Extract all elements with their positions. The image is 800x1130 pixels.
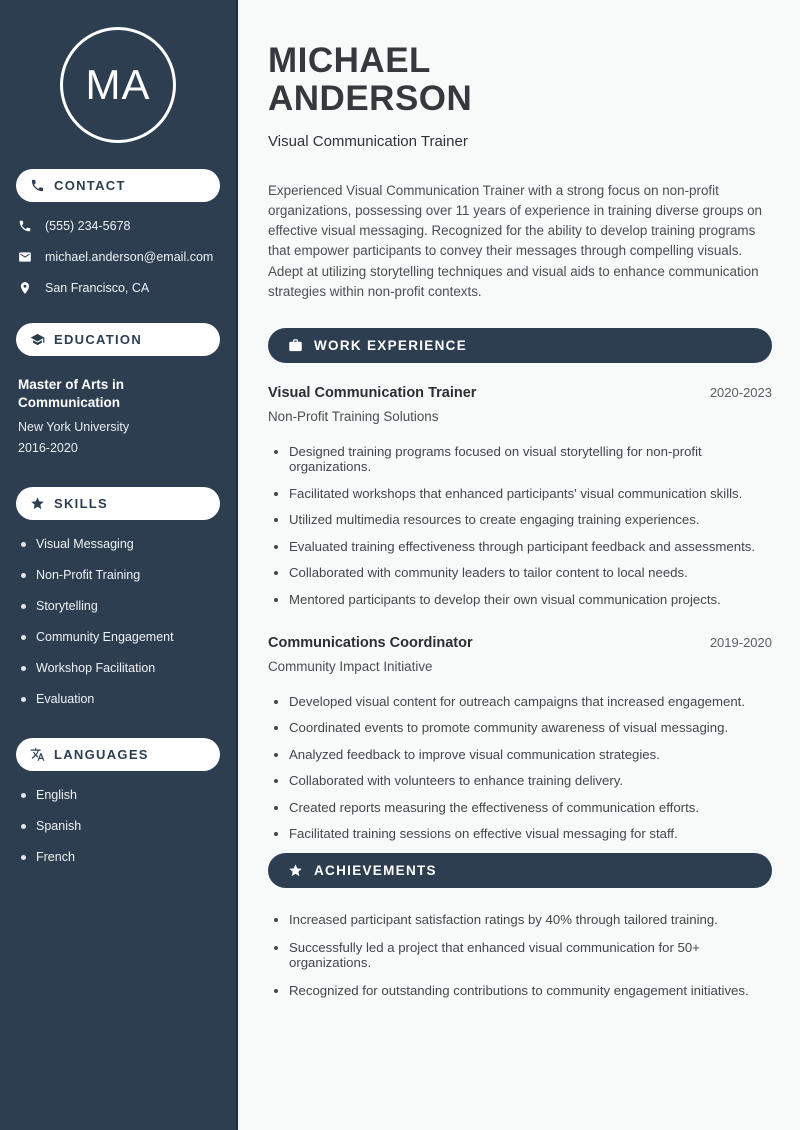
job-title: Communications Coordinator: [268, 634, 473, 651]
job-bullet-list: [268, 444, 772, 607]
job-bullet: • Facilitated training sessions on effective visual messaging for staff.: [289, 826, 772, 841]
contact-item-phone: [18, 219, 222, 233]
achievement-bullet: • Increased participant satisfaction ratings by 40% through tailored training.: [289, 912, 772, 927]
language-item: French: [20, 850, 222, 864]
job-bullet: • Created reports measuring the effectiveness of communication efforts.: [289, 800, 772, 815]
main-content: [238, 0, 800, 1130]
languages-section-header: [16, 738, 220, 771]
skill-item: Community Engagement: [20, 630, 222, 644]
job-bullet: • Coordinated events to promote community awareness of visual messaging.: [289, 720, 772, 735]
contact-list: [0, 219, 236, 295]
job-dates: 2020-2023: [709, 385, 772, 400]
location-text: San Francisco, CA: [45, 281, 150, 295]
profile-summary: Experienced Visual Communication Trainer with a strong focus on non-profit organizations, possessing over 11 years of experience in training diverse groups on effective visual messaging. Recognized for the ability to develop training programs that empower participants to convey their messages through compelling visuals. Adept at utilizing storytelling techniques and visual aids to enhance communication strategies within non-profit contexts.: [268, 182, 763, 299]
language-item: English: [20, 788, 222, 802]
job-company: Non-Profit Training Solutions: [268, 409, 439, 424]
language-item: Spanish: [20, 819, 222, 833]
education-entry: [0, 376, 236, 455]
job-header: [268, 635, 772, 651]
job-bullet: • Analyzed feedback to improve visual communication strategies.: [289, 747, 772, 762]
education-section-title: EDUCATION: [54, 332, 143, 347]
candidate-first-name: MICHAEL: [268, 41, 431, 80]
skills-section-title: SKILLS: [54, 496, 109, 512]
education-school: New York University: [18, 420, 130, 435]
work-experience-title: WORK EXPERIENCE: [314, 338, 468, 353]
avatar-initials: MA: [85, 61, 151, 108]
job-bullet: • Developed visual content for outreach campaigns that increased engagement.: [289, 694, 772, 709]
skills-list: [0, 537, 236, 706]
translate-icon: [30, 747, 45, 762]
candidate-name: [268, 42, 772, 118]
graduation-cap-icon: [30, 332, 45, 347]
contact-item-location: [18, 281, 222, 295]
briefcase-icon: [288, 338, 303, 353]
work-experience-section-header: [268, 328, 772, 363]
languages-section-title: LANGUAGES: [54, 747, 149, 763]
job-bullet: • Evaluated training effectiveness through participant feedback and assessments.: [289, 539, 772, 554]
contact-section-title: CONTACT: [54, 178, 126, 193]
sidebar: [0, 0, 238, 1130]
candidate-last-name: ANDERSON: [268, 78, 473, 118]
phone-icon: [18, 219, 32, 233]
skill-item: Non-Profit Training: [20, 568, 222, 582]
contact-section-header: [16, 169, 220, 202]
job-company: Community Impact Initiative: [268, 658, 433, 674]
contact-item-email: [18, 250, 222, 264]
star-icon: [288, 863, 303, 878]
achievement-bullet: • Recognized for outstanding contributions to community engagement initiatives.: [289, 983, 772, 998]
achievement-bullet: • Successfully led a project that enhanced visual communication for 50+ organizations.: [289, 940, 772, 970]
skill-item: Evaluation: [20, 692, 222, 706]
job-bullet: • Mentored participants to develop their own visual communication projects.: [289, 592, 772, 607]
email-address: michael.anderson@email.com: [45, 250, 214, 264]
phone-number: (555) 234-5678: [45, 219, 131, 233]
location-pin-icon: [18, 281, 32, 295]
job-dates: 2019-2020: [709, 634, 772, 650]
email-icon: [18, 250, 32, 264]
job-bullet: • Utilized multimedia resources to create engaging training experiences.: [289, 512, 772, 527]
job-entry: [268, 385, 772, 607]
phone-icon: [30, 178, 45, 193]
achievements-section-header: [268, 853, 772, 888]
job-bullet: • Collaborated with volunteers to enhance training delivery.: [289, 773, 772, 788]
education-degree: Master of Arts in Communication: [18, 377, 125, 411]
job-entry: [268, 635, 772, 842]
languages-list: [0, 788, 236, 864]
education-years: 2016-2020: [18, 441, 78, 456]
skill-item: Visual Messaging: [20, 537, 222, 551]
achievements-list: [268, 912, 772, 998]
skill-item: Storytelling: [20, 599, 222, 613]
job-title: Visual Communication Trainer: [268, 385, 477, 401]
job-bullet: • Facilitated workshops that enhanced participants' visual communication skills.: [289, 486, 772, 501]
achievements-title: ACHIEVEMENTS: [314, 862, 437, 878]
job-header: [268, 385, 772, 401]
skill-item: Workshop Facilitation: [20, 661, 222, 675]
education-section-header: [16, 323, 220, 356]
job-bullet: • Designed training programs focused on visual storytelling for non-profit organizations.: [289, 444, 772, 474]
job-bullet-list: [268, 694, 772, 842]
star-icon: [30, 496, 45, 511]
avatar: [60, 27, 176, 143]
job-bullet: • Collaborated with community leaders to tailor content to local needs.: [289, 565, 772, 580]
candidate-job-title: Visual Communication Trainer: [268, 132, 468, 150]
skills-section-header: [16, 487, 220, 520]
